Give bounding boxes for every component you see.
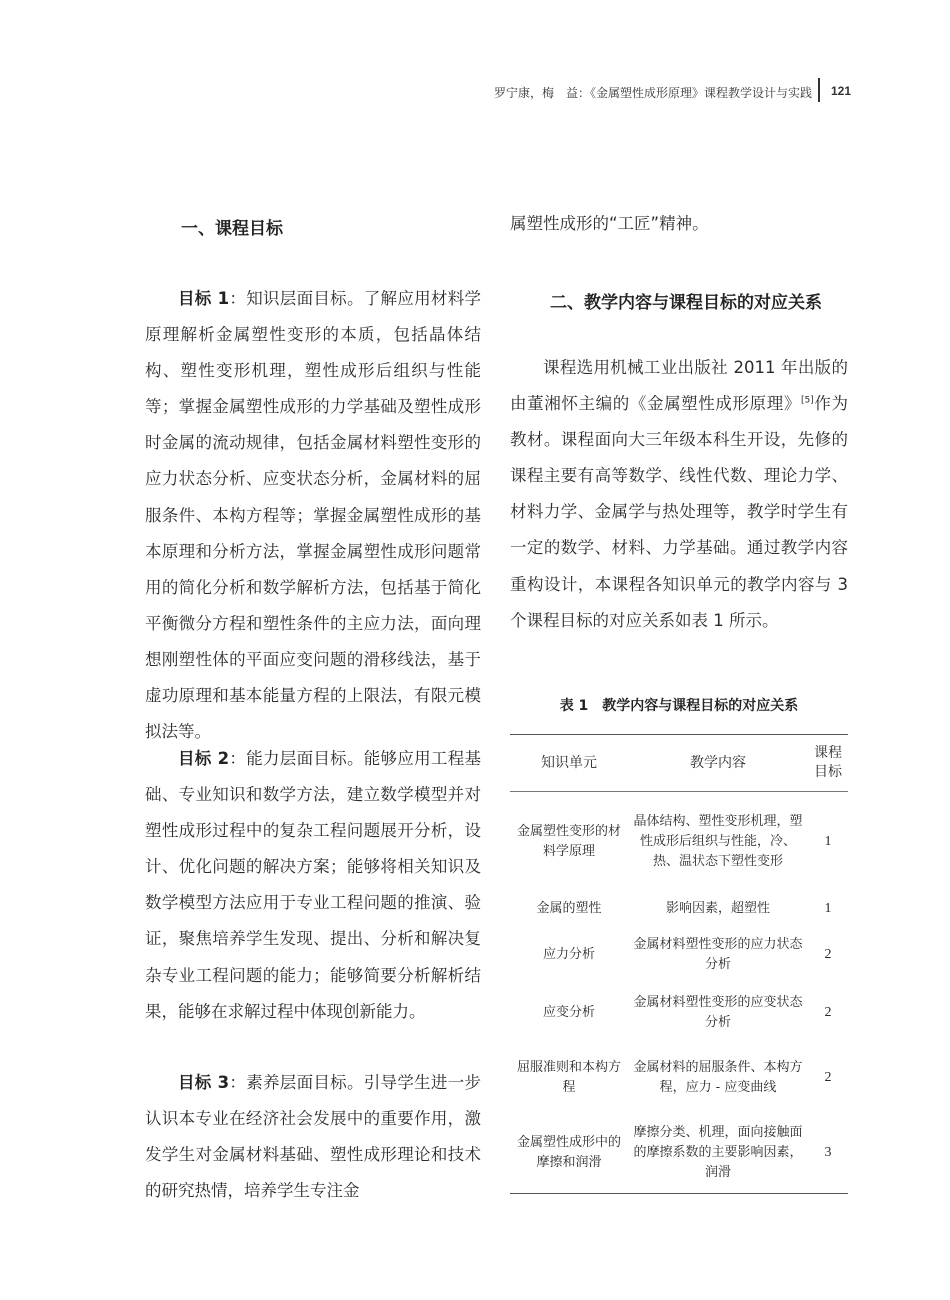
table-row <box>510 1114 848 1194</box>
goal1-text: ：知识层面目标。了解应用材料学原理解析金属塑性变形的本质，包括晶体结构、塑性变形机理，塑性成形后组织与性能等；掌握金属塑性成形的力学基础及塑性成形时金属的流动规律，包括金属材料塑性变形的应力状态分析、应变状态分析，金属材料的屈服条件、本构方程等；掌握金属塑性成形的基本原理和分析方法，掌握金属塑性成形问题常用的简化分析和数学解析方法，包括基于简化平衡微分方程和塑性条件的主应力法，面向理想刚塑性体的平面应变问题的滑移线法，基于虚功原理和基本能量方程的上限法，有限元模拟法等。 <box>145 289 481 742</box>
textbook-text: 课程选用机械工业出版社 2011 年出版的由董湘怀主编的《金属塑性成形原理》 <box>510 358 848 414</box>
table-row <box>510 984 848 1042</box>
goal1-label: 目标 1 <box>178 289 230 308</box>
table-row <box>510 792 848 892</box>
header-goal <box>808 735 848 792</box>
goal1-paragraph <box>145 281 481 750</box>
table-row <box>510 1042 848 1114</box>
textbook-text-continued: 作为教材。课程面向大三年级本科生开设，先修的课程主要有高等数学、线性代数、理论力学、材料力学、金属学与热处理等，教学时学生有一定的数学、材料、力学基础。通过教学内容重构设计，本课程各知识单元的教学内容与 3 个课程目标的对应关系如表 1 所示。 <box>510 394 849 630</box>
cell-goal: 1 <box>824 900 832 916</box>
cell-content: 金属材料的屈服条件、本构方程，应力 - 应变曲线 <box>633 1059 803 1095</box>
table-row <box>510 926 848 984</box>
header-content: 教学内容 <box>628 735 808 792</box>
mapping-table <box>510 734 848 1194</box>
cell-content: 影响因素，超塑性 <box>665 900 770 916</box>
page-number: 121 <box>831 84 852 98</box>
goal3-text: ：素养层面目标。引导学生进一步认识本专业在经济社会发展中的重要作用，激发学生对金属材料基础、塑性成形理论和技术的研究热情，培养学生专注金 <box>145 1073 481 1201</box>
table-caption: 表 1 教学内容与课程目标的对应关系 <box>559 698 799 714</box>
goal3-label: 目标 3 <box>178 1073 230 1092</box>
cell-unit: 金属塑性成形中的摩擦和润滑 <box>510 1114 628 1194</box>
table-row <box>510 892 848 926</box>
cell-unit: 金属塑性变形的材料学原理 <box>516 823 621 859</box>
running-title: 罗宁康，梅 益：《金属塑性成形原理》课程教学设计与实践 <box>493 86 812 100</box>
section2-title: 二、教学内容与课程目标的对应关系 <box>550 293 822 313</box>
goal3-paragraph <box>145 1065 481 1209</box>
cell-goal: 2 <box>824 946 832 962</box>
cell-unit: 金属的塑性 <box>536 900 602 916</box>
cell-content: 摩擦分类、机理，面向接触面的摩擦系数的主要影响因素，润滑 <box>628 1114 808 1194</box>
cell-content: 金属材料塑性变形的应变状态分析 <box>633 994 803 1030</box>
header-unit: 知识单元 <box>510 735 628 792</box>
cell-goal: 2 <box>824 1069 832 1085</box>
goal2-label: 目标 2 <box>178 749 230 768</box>
goal2-text: ：能力层面目标。能够应用工程基础、专业知识和数学方法，建立数学模型并对塑性成形过程中的复杂工程问题展开分析，设计、优化问题的解决方案；能够将相关知识及数学模型方法应用于专业工程问题的推演、验证，聚焦培养学生发现、提出、分析和解决复杂专业工程问题的能力；能够简要分析解析结果，能够在求解过程中体现创新能力。 <box>145 749 481 1021</box>
goal3-continued: 属塑性成形的“工匠”精神。 <box>510 214 709 233</box>
cell-content: 金属材料塑性变形的应力状态分析 <box>633 936 803 972</box>
section1-title: 一、课程目标 <box>181 219 283 239</box>
cell-content: 晶体结构、塑性变形机理，塑性成形后组织与性能，冷、热、温状态下塑性变形 <box>633 813 803 869</box>
header-goal-text: 课程 目标 <box>814 745 842 780</box>
textbook-paragraph <box>510 350 848 639</box>
cell-unit: 应力分析 <box>542 946 595 962</box>
header-divider <box>818 78 820 102</box>
cell-goal: 1 <box>824 833 832 849</box>
cell-unit: 应变分析 <box>542 1004 595 1020</box>
reference-mark: [5] <box>801 395 814 406</box>
goal2-paragraph <box>145 741 481 1030</box>
table-header-row <box>510 735 848 792</box>
cell-goal: 3 <box>808 1114 848 1194</box>
cell-unit: 屈服准则和本构方程 <box>516 1059 621 1095</box>
cell-goal: 2 <box>824 1004 832 1020</box>
